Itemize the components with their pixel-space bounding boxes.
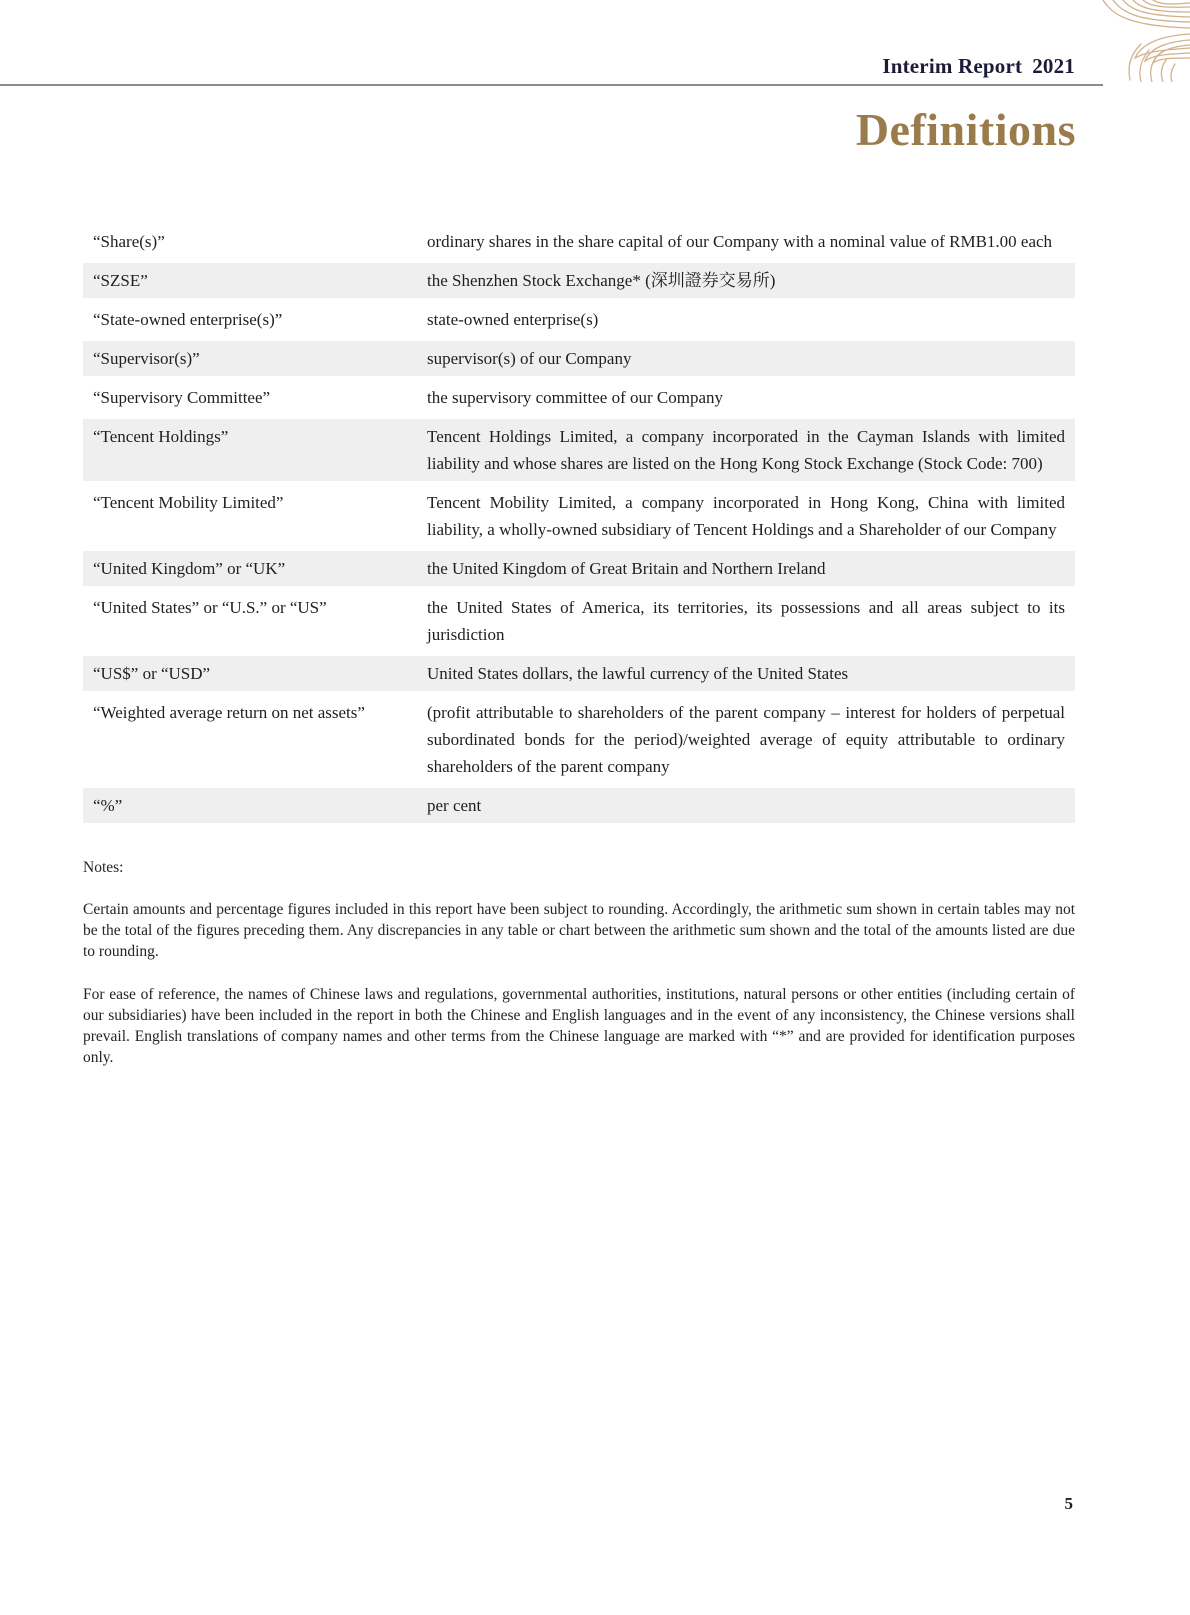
definition-term: “United Kingdom” or “UK” bbox=[93, 559, 286, 578]
definition-row bbox=[83, 224, 1075, 259]
definition-row bbox=[83, 419, 1075, 481]
definition-term: “%” bbox=[93, 796, 123, 815]
definition-row bbox=[83, 341, 1075, 376]
definition-text: state-owned enterprise(s) bbox=[427, 310, 599, 329]
definition-row bbox=[83, 551, 1075, 586]
definition-row bbox=[83, 263, 1075, 298]
definition-term: “Supervisory Committee” bbox=[93, 388, 271, 407]
definition-term: “Supervisor(s)” bbox=[93, 349, 200, 368]
page-content bbox=[83, 224, 1075, 1090]
definition-row bbox=[83, 656, 1075, 691]
definition-text: ordinary shares in the share capital of our Company with a nominal value of RMB1.00 each bbox=[427, 232, 1053, 251]
definition-text: Tencent Holdings Limited, a company incorporated in the Cayman Islands with limited liability and whose shares are listed on the Hong Kong Stock Exchange (Stock Code: 700) bbox=[427, 427, 1065, 473]
definition-row bbox=[83, 788, 1075, 823]
definition-row bbox=[83, 302, 1075, 337]
definition-row bbox=[83, 590, 1075, 652]
notes-heading: Notes: bbox=[83, 859, 124, 876]
notes-paragraph: Certain amounts and percentage figures included in this report have been subject to rounding. Accordingly, the arithmetic sum shown in certain tables may not be the total of the figures preceding them. Any discrepancies in any table or chart between the arithmetic sum shown and the total of the amounts listed are due to rounding. bbox=[83, 901, 1075, 960]
notes-paragraph: For ease of reference, the names of Chinese laws and regulations, governmental authorities, institutions, natural persons or other entities (including certain of our subsidiaries) have been included in the report in both the Chinese and English languages and in the event of any inconsistency, the Chinese versions shall prevail. English translations of company names and other terms from the Chinese language are marked with “*” and are provided for identification purposes only. bbox=[83, 986, 1075, 1066]
definition-term: “United States” or “U.S.” or “US” bbox=[93, 598, 327, 617]
report-year: 2021 bbox=[1032, 54, 1075, 78]
definition-text: United States dollars, the lawful currency of the United States bbox=[427, 664, 849, 683]
definition-text: the United Kingdom of Great Britain and Northern Ireland bbox=[427, 559, 826, 578]
definition-term: “Tencent Mobility Limited” bbox=[93, 493, 284, 512]
definition-text: the Shenzhen Stock Exchange* (深圳證券交易所) bbox=[427, 271, 776, 290]
definition-text: Tencent Mobility Limited, a company incorporated in Hong Kong, China with limited liability, a wholly-owned subsidiary of Tencent Holdings and a Shareholder of our Company bbox=[427, 493, 1065, 539]
definition-text: the supervisory committee of our Company bbox=[427, 388, 724, 407]
definition-row bbox=[83, 485, 1075, 547]
page-title: Definitions bbox=[855, 104, 1076, 155]
definitions-table bbox=[83, 224, 1075, 823]
definition-term: “Weighted average return on net assets” bbox=[93, 703, 365, 722]
definition-text: per cent bbox=[427, 796, 482, 815]
header-rule bbox=[0, 84, 1103, 86]
page-number: 5 bbox=[1064, 1494, 1073, 1513]
definition-row bbox=[83, 380, 1075, 415]
definition-text: (profit attributable to shareholders of the parent company – interest for holders of perpetual subordinated bonds for the period)/weighted average of equity attributable to ordinary shareholders of the parent company bbox=[427, 703, 1065, 776]
definition-text: the United States of America, its territories, its possessions and all areas subject to its jurisdiction bbox=[427, 598, 1065, 644]
definition-term: “SZSE” bbox=[93, 271, 148, 290]
report-header bbox=[882, 54, 1075, 79]
definition-row bbox=[83, 695, 1075, 784]
definition-term: “Tencent Holdings” bbox=[93, 427, 229, 446]
definition-term: “State-owned enterprise(s)” bbox=[93, 310, 283, 329]
definition-term: “US$” or “USD” bbox=[93, 664, 211, 683]
definition-term: “Share(s)” bbox=[93, 232, 165, 251]
notes-section bbox=[83, 857, 1075, 1068]
report-title: Interim Report bbox=[882, 54, 1023, 78]
definition-text: supervisor(s) of our Company bbox=[427, 349, 632, 368]
